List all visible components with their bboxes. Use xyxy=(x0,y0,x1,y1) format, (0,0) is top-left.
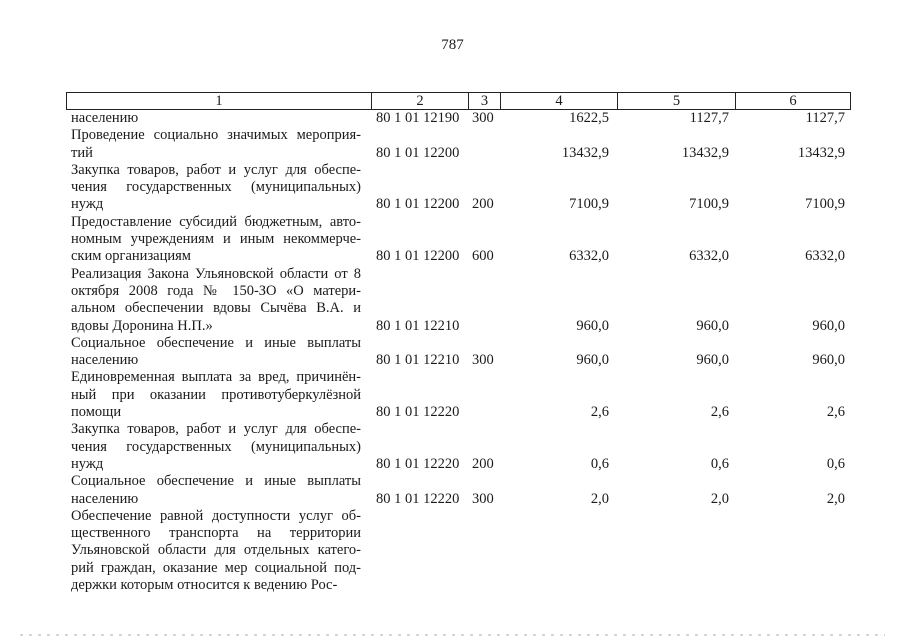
row-expense-type: 600 xyxy=(472,248,494,265)
row-value-col-4: 7100,9 xyxy=(569,196,609,213)
row-value-col-5: 6332,0 xyxy=(689,248,729,265)
row-value-col-5: 2,0 xyxy=(710,490,729,507)
row-value-col-6: 960,0 xyxy=(812,352,845,369)
row-value-col-5: 960,0 xyxy=(696,317,729,334)
row-value-col-6: 2,0 xyxy=(826,490,845,507)
row-value-col-6: 1127,7 xyxy=(805,110,845,126)
row-value-col-5: 1127,7 xyxy=(689,110,729,126)
row-value-col-4: 0,6 xyxy=(590,455,609,472)
row-description: Реализация Закона Ульяновской области от 8 октября 2008 года № 150-ЗО «О матери- альном обеспечении вдовы Сычёва В.А. и вдовы Доронина Н.П.» xyxy=(71,265,361,334)
row-code: 80 1 01 12210 xyxy=(376,317,460,334)
table-body xyxy=(66,110,851,594)
row-value-col-6: 7100,9 xyxy=(805,196,845,213)
row-value-col-4: 13432,9 xyxy=(561,144,609,161)
row-code: 80 1 01 12220 xyxy=(376,490,460,507)
header-col-3: 3 xyxy=(469,93,501,110)
row-code: 80 1 01 12200 xyxy=(376,248,460,265)
table-row xyxy=(66,127,851,162)
row-value-col-6: 6332,0 xyxy=(805,248,845,265)
table-row xyxy=(66,162,851,214)
row-value-col-6: 2,6 xyxy=(826,404,845,421)
row-value-col-5: 0,6 xyxy=(710,455,729,472)
row-description: Социальное обеспечение и иные выплаты населению xyxy=(71,473,361,507)
header-col-2: 2 xyxy=(372,93,469,110)
table-row xyxy=(66,473,851,508)
row-value-col-4: 1622,5 xyxy=(569,110,609,126)
row-code: 80 1 01 12210 xyxy=(376,352,460,369)
row-value-col-4: 2,6 xyxy=(590,404,609,421)
scan-noise xyxy=(20,634,885,636)
row-value-col-5: 13432,9 xyxy=(681,144,729,161)
row-code: 80 1 01 12200 xyxy=(376,144,460,161)
row-value-col-4: 6332,0 xyxy=(569,248,609,265)
row-code: 80 1 01 12220 xyxy=(376,404,460,421)
table-row xyxy=(66,421,851,473)
page-number: 787 xyxy=(441,37,464,53)
row-code: 80 1 01 12220 xyxy=(376,455,460,472)
row-value-col-6: 13432,9 xyxy=(797,144,845,161)
table-row xyxy=(66,266,851,335)
table-row xyxy=(66,214,851,266)
table-row xyxy=(66,369,851,421)
budget-table xyxy=(66,92,851,594)
row-description: Закупка товаров, работ и услуг для обеспе- чения государственных (муниципальных) нужд xyxy=(71,421,361,472)
row-description: Социальное обеспечение и иные выплаты населению xyxy=(71,334,361,369)
row-description: населению xyxy=(71,110,139,126)
row-expense-type: 200 xyxy=(472,196,494,213)
row-description: Обеспечение равной доступности услуг об- щественного транспорта на территории Ульяновской области для отдельных катего- рий граждан, оказание мер социальной под- держки которым относится к ведению Рос- xyxy=(71,507,361,594)
row-value-col-5: 960,0 xyxy=(696,352,729,369)
table-header-row xyxy=(66,92,851,110)
row-value-col-4: 960,0 xyxy=(576,352,609,369)
row-code: 80 1 01 12190 xyxy=(376,110,460,126)
table-row xyxy=(66,508,851,594)
header-col-6: 6 xyxy=(789,93,797,109)
row-value-col-5: 7100,9 xyxy=(689,196,729,213)
row-value-col-4: 960,0 xyxy=(576,317,609,334)
row-description: Предоставление субсидий бюджетным, авто- номным учреждениям и иным некоммерче- ским организациям xyxy=(71,213,361,265)
row-description: Закупка товаров, работ и услуг для обеспе- чения государственных (муниципальных) нужд xyxy=(71,161,361,213)
table-row xyxy=(66,335,851,370)
row-value-col-6: 960,0 xyxy=(812,317,845,334)
row-value-col-4: 2,0 xyxy=(590,490,609,507)
row-value-col-5: 2,6 xyxy=(710,404,729,421)
row-expense-type: 300 xyxy=(472,110,494,126)
table-row xyxy=(66,110,851,127)
row-expense-type: 200 xyxy=(472,455,494,472)
row-value-col-6: 0,6 xyxy=(826,455,845,472)
row-expense-type: 300 xyxy=(472,490,494,507)
header-col-1: 1 xyxy=(67,93,372,110)
row-expense-type: 300 xyxy=(472,352,494,369)
header-col-5: 5 xyxy=(618,93,736,110)
row-description: Единовременная выплата за вред, причинён- ный при оказании противотуберкулёзной помощи xyxy=(71,369,361,421)
row-description: Проведение социально значимых мероприя- тий xyxy=(71,127,361,161)
header-col-4: 4 xyxy=(501,93,618,110)
row-code: 80 1 01 12200 xyxy=(376,196,460,213)
